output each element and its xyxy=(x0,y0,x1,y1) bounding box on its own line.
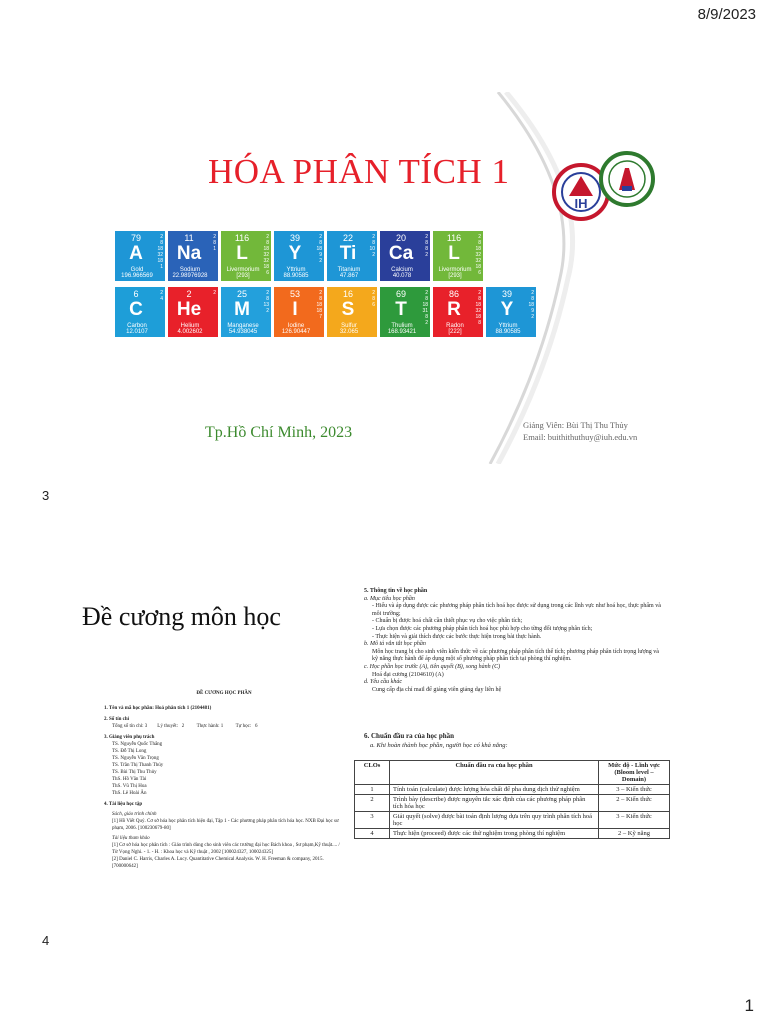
element-name: Helium xyxy=(180,323,200,329)
element-mass: 32.065 xyxy=(339,329,359,335)
section-5-line: 5. Thông tin về học phần xyxy=(364,588,428,594)
city-year: Tp.Hồ Chí Minh, 2023 xyxy=(205,424,353,441)
element-symbol: Na xyxy=(176,243,202,264)
section-5-line: Môn học trang bị cho sinh viên kiến thức về các phương pháp phân tích thể tích; phương pháp phân tích trọng lượng và kỹ năng thực hành để áp dụng một số phương pháp phân tích tại phòng thí nghiệm. xyxy=(372,648,659,663)
element-name: Sulfur xyxy=(341,323,357,329)
item-lecturers: 3. Giảng viên phụ trách xyxy=(104,735,155,740)
element-number: 11 xyxy=(184,233,194,243)
element-number: 86 xyxy=(448,289,459,299)
clo-level: 2 – Kỹ năng xyxy=(599,829,670,839)
element-symbol: R xyxy=(447,299,461,320)
element-mass: 22.98976928 xyxy=(172,273,208,279)
clo-outcome: Giải quyết (solve) được bài toán định lượng dựa trên quy trình phân tích hoá học xyxy=(390,812,599,829)
element-symbol: L xyxy=(236,243,248,264)
lecturer-item: ThS. Lê Hoài Ân xyxy=(112,791,147,796)
element-symbol: Ti xyxy=(339,243,357,264)
element-mass: 126.90447 xyxy=(281,329,311,335)
clo-level: 3 – Kiến thức xyxy=(599,785,670,795)
element-shells: 2 8 8 2 xyxy=(425,234,428,258)
element-shells: 2 8 6 xyxy=(372,290,375,308)
element-name: Gold xyxy=(130,267,144,273)
element-name: Yttrium xyxy=(498,323,518,329)
element-tile xyxy=(380,287,430,337)
element-number: 16 xyxy=(342,289,353,299)
syllabus-doc-left xyxy=(104,690,344,870)
element-name: Thulium xyxy=(391,323,413,329)
lecturer-info xyxy=(523,419,637,443)
element-tile xyxy=(115,287,165,337)
slide-title-slide xyxy=(60,92,720,464)
clo-id: 1 xyxy=(355,785,390,795)
element-name: Iodine xyxy=(287,323,305,329)
element-symbol: Y xyxy=(500,299,514,320)
section-5-line: c. Học phần học trước (A), tiên quyết (B), song hành (C) xyxy=(364,663,501,670)
element-number: 116 xyxy=(234,233,250,243)
element-mass: 4.002602 xyxy=(177,329,203,335)
element-number: 6 xyxy=(133,289,139,299)
element-mass: [222] xyxy=(448,329,462,335)
slide-syllabus xyxy=(60,560,720,932)
element-mass: 196.966569 xyxy=(121,273,153,279)
element-shells: 2 8 13 2 xyxy=(263,290,269,314)
element-tile xyxy=(433,231,483,281)
reference-item: Sách, giáo trình chính xyxy=(112,812,157,817)
table-row xyxy=(355,785,670,795)
section-5-line: a. Mục tiêu học phần xyxy=(364,595,415,602)
element-tile xyxy=(274,287,324,337)
element-name: Livermorium xyxy=(438,267,472,273)
section-5-line: Cung cấp địa chỉ mail để giảng viên giảng dạy liên hệ xyxy=(372,686,502,693)
element-mass: 88.90585 xyxy=(283,273,309,279)
element-number: 116 xyxy=(446,233,462,243)
element-shells: 2 xyxy=(213,290,216,296)
clo-header-id: CLOs xyxy=(355,761,390,785)
element-symbol: L xyxy=(448,243,460,264)
slide-number: 3 xyxy=(42,488,50,503)
element-symbol: T xyxy=(395,299,407,320)
element-mass: 168.93421 xyxy=(387,329,417,335)
slide-number: 4 xyxy=(42,933,50,948)
element-symbol: He xyxy=(176,299,202,320)
element-tile xyxy=(380,231,430,281)
section-6-subtitle: a. Khi hoàn thành học phần, người học có khả năng: xyxy=(370,742,508,749)
course-title: HÓA PHÂN TÍCH 1 xyxy=(208,152,510,191)
element-tile xyxy=(327,231,377,281)
lecturer-item: TS. Nguyễn Quốc Thắng xyxy=(112,742,163,747)
element-shells: 2 8 18 9 2 xyxy=(316,234,322,264)
element-symbol: M xyxy=(234,299,250,320)
lecturer-email: Email: buithithuthuy@iuh.edu.vn xyxy=(523,432,638,442)
element-tile xyxy=(115,231,165,281)
lecturer-item: TS. Bùi Thị Thu Thủy xyxy=(112,770,157,775)
element-name: Calcium xyxy=(391,267,413,273)
table-row xyxy=(355,795,670,812)
element-shells: 2 4 xyxy=(160,290,163,302)
element-symbol: C xyxy=(129,299,143,320)
lecturer-item: ThS. Hồ Văn Tài xyxy=(112,777,147,782)
doc-title: ĐỀ CƯƠNG HỌC PHẦN xyxy=(196,691,252,696)
element-mass: 40.078 xyxy=(392,273,412,279)
lecturer-item: TS. Nguyễn Văn Trọng xyxy=(112,756,159,761)
element-tile xyxy=(433,287,483,337)
clo-level: 3 – Kiến thức xyxy=(599,812,670,829)
element-shells: 2 8 18 32 18 1 xyxy=(157,234,163,270)
element-tile xyxy=(486,287,536,337)
element-name: Titanium xyxy=(337,267,361,273)
item-materials: 4. Tài liệu học tập xyxy=(104,802,143,807)
lecturer-name: Giảng Viên: Bùi Thị Thu Thủy xyxy=(523,420,628,430)
element-shells: 2 8 18 18 7 xyxy=(316,290,322,320)
element-symbol: S xyxy=(341,299,355,320)
element-symbol: A xyxy=(129,243,143,264)
section-5-line: d. Yêu cầu khác xyxy=(364,679,402,686)
element-tile xyxy=(168,287,218,337)
element-name: Sodium xyxy=(179,267,201,273)
element-name: Carbon xyxy=(127,323,147,329)
element-tiles-row-1 xyxy=(115,231,483,281)
faculty-logo xyxy=(598,150,656,208)
element-number: 20 xyxy=(395,233,406,243)
clo-id: 3 xyxy=(355,812,390,829)
element-shells: 2 8 18 9 2 xyxy=(528,290,534,320)
clo-id: 2 xyxy=(355,795,390,812)
element-number: 39 xyxy=(501,289,512,299)
element-number: 79 xyxy=(130,233,141,243)
table-row xyxy=(355,812,670,829)
element-tile xyxy=(274,231,324,281)
reference-item: [2] Daniel C. Harris, Charles A. Lucy. Quantitative Chemical Analysis. W. H. Freeman & company, 2015. [700000642] xyxy=(112,857,324,869)
element-name: Radon xyxy=(446,323,464,329)
element-shells: 2 8 18 31 8 2 xyxy=(422,290,428,326)
reference-list xyxy=(104,811,344,870)
reference-item: [1] Hồ Viết Quý. Cơ sở hóa học phân tích hiện đại, Tập 1 - Các phương pháp phân tích hóa học. NXB Đại học sư phạm, 2006. [100230679-80] xyxy=(112,819,339,831)
svg-text:IH: IH xyxy=(574,196,588,211)
section-5-line: - Hiểu và áp dụng được các phương pháp phân tích hoá học được sử dụng trong các lĩnh vực như hoá học, thực phẩm và môi trường; xyxy=(372,603,661,617)
element-shells: 2 8 18 32 32 18 6 xyxy=(475,234,481,276)
element-name: Manganese xyxy=(227,323,259,329)
section-5-line: - Thực hiện và giải thích được các bước thực hiện trong bài thực hành. xyxy=(372,633,542,640)
clo-header-level: Mức độ - Lĩnh vực (Bloom level – Domain) xyxy=(599,761,670,785)
reference-item: Tài liệu tham khảo xyxy=(112,836,150,841)
credits-detail: Tổng số tín chỉ: 3 Lý thuyết: 2 Thực hành: 1 Tự học: 6 xyxy=(112,724,258,729)
clo-outcome: Tính toán (calculate) được lượng hóa chất để pha dung dịch thử nghiệm xyxy=(390,785,599,795)
element-number: 69 xyxy=(395,289,406,299)
section-5-line: - Chuẩn bị được hoá chất cần thiết phục vụ cho việc phân tích; xyxy=(372,618,523,625)
section-5-line: b. Mô tả vắn tắt học phần xyxy=(364,641,426,648)
element-tiles-row-2 xyxy=(115,287,536,337)
clo-outcome: Thực hiện (proceed) được các thử nghiệm trong phòng thí nghiệm xyxy=(390,829,599,839)
syllabus-title: Đề cương môn học xyxy=(82,602,281,631)
element-mass: 88.90585 xyxy=(495,329,521,335)
element-number: 39 xyxy=(289,233,300,243)
element-tile xyxy=(168,231,218,281)
element-mass: [293] xyxy=(448,273,462,279)
element-mass: 47.867 xyxy=(339,273,359,279)
element-symbol: I xyxy=(292,299,298,320)
chevron-decoration xyxy=(480,92,640,464)
element-mass: 54.938045 xyxy=(228,329,258,335)
element-number: 22 xyxy=(342,233,353,243)
lecturer-item: TS. Đỗ Thị Long xyxy=(112,749,147,754)
element-name: Livermorium xyxy=(226,267,260,273)
element-symbol: Ca xyxy=(388,243,414,264)
element-symbol: Y xyxy=(288,243,302,264)
table-row xyxy=(355,829,670,839)
clo-id: 4 xyxy=(355,829,390,839)
element-shells: 2 8 10 2 xyxy=(369,234,375,258)
syllabus-doc-right xyxy=(364,588,664,694)
item-credits: 2. Số tín chỉ xyxy=(104,717,130,722)
lecturer-item: ThS. Vũ Thị Hoa xyxy=(112,784,147,789)
element-number: 25 xyxy=(236,289,247,299)
element-tile xyxy=(221,231,271,281)
item-course-name: 1. Tên và mã học phần: Hoá phân tích 1 (2104481) xyxy=(104,706,212,711)
element-shells: 2 8 18 32 18 8 xyxy=(475,290,481,326)
element-tile xyxy=(327,287,377,337)
clo-level: 2 – Kiến thức xyxy=(599,795,670,812)
element-shells: 2 8 1 xyxy=(213,234,216,252)
section-6-title: 6. Chuẩn đầu ra của học phần xyxy=(364,732,455,740)
reference-item: [1] Cơ sở hóa học phân tích : Giáo trình dùng cho sinh viên các trường đại học Bách khoa , Sư phạm,Kỹ thuật.... / Từ Vọng Nghi. - 1. - H. : Khoa học và Kỹ thuật , 2002 [100024327, 100024325] xyxy=(112,843,340,855)
element-number: 2 xyxy=(186,289,192,299)
section-5-line: - Lựa chọn được các phương pháp phân tích hoá học phù hợp cho từng đối tượng phân tích; xyxy=(372,625,593,632)
header-date: 8/9/2023 xyxy=(697,6,756,23)
lecturer-item: TS. Trần Thị Thanh Thúy xyxy=(112,763,164,768)
element-name: Yttrium xyxy=(286,267,306,273)
clo-outcome: Trình bày (describe) được nguyên tắc xác định của các phương pháp phân tích hóa học xyxy=(390,795,599,812)
element-tile xyxy=(221,287,271,337)
clo-header-outcome: Chuẩn đầu ra của học phần xyxy=(390,761,599,785)
element-number: 53 xyxy=(289,289,300,299)
section-5-line: Hoá đại cương (2104610) (A) xyxy=(372,671,444,678)
lecturer-list xyxy=(104,741,344,797)
clo-table xyxy=(354,760,670,839)
element-shells: 2 8 18 32 32 18 6 xyxy=(263,234,269,276)
page-number: 1 xyxy=(744,996,754,1015)
element-mass: [293] xyxy=(236,273,250,279)
element-mass: 12.0107 xyxy=(126,329,148,335)
